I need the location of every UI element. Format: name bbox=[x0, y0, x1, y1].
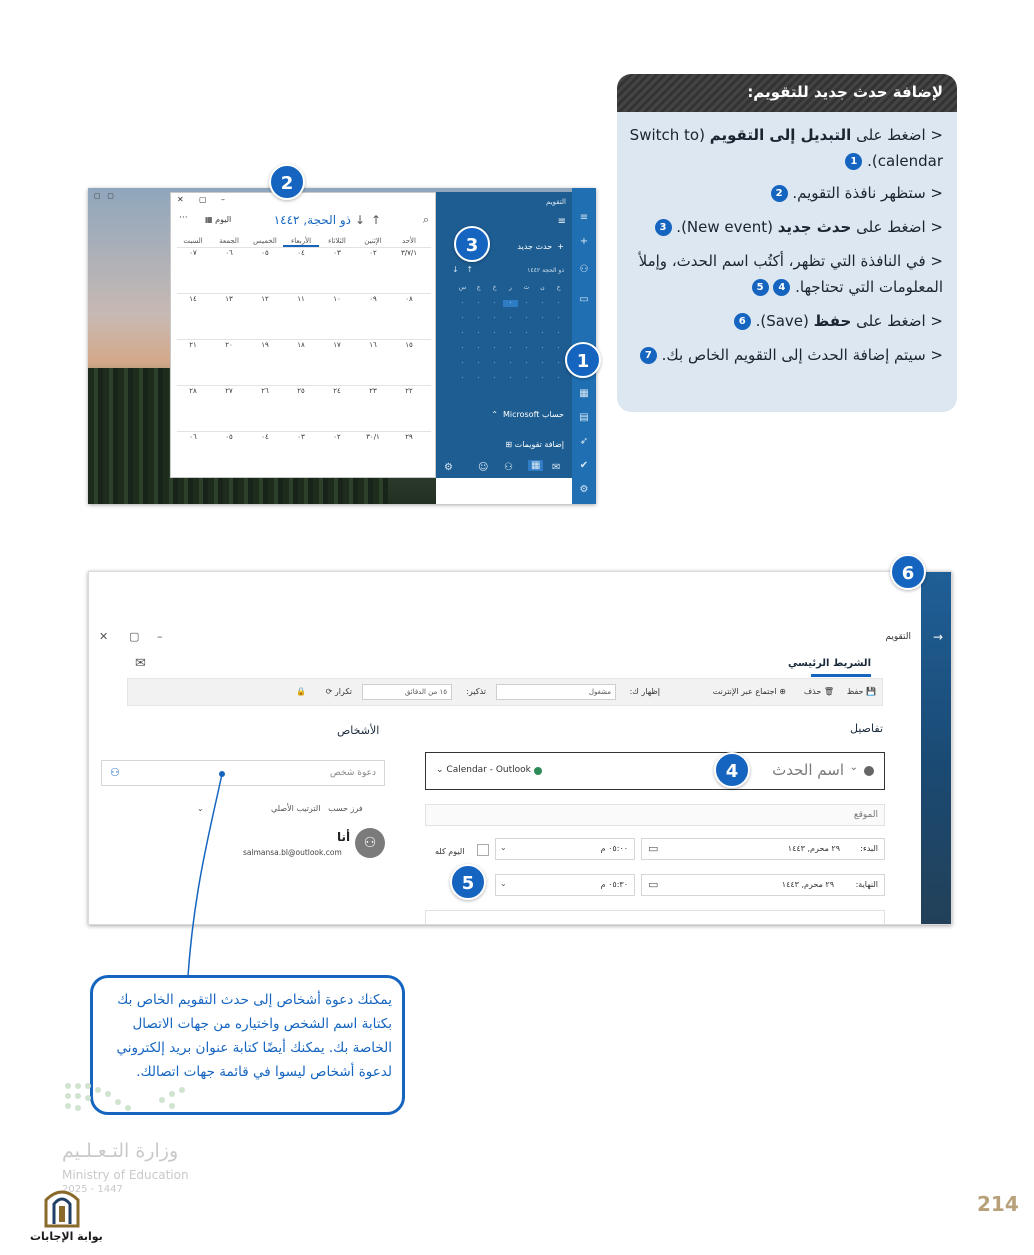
search-icon[interactable]: ⌕ bbox=[422, 213, 429, 226]
chevron-down-icon[interactable]: ⌄ bbox=[500, 843, 507, 852]
callout-2: 2 bbox=[269, 164, 305, 200]
mini-day-cell[interactable]: · bbox=[461, 330, 464, 337]
day-cell[interactable]: ٠٣ bbox=[333, 249, 341, 257]
day-cell[interactable]: ٢٢ bbox=[405, 387, 413, 395]
day-cell[interactable]: ٢٣ bbox=[369, 387, 377, 395]
day-cell[interactable]: ٠٧ bbox=[189, 249, 197, 257]
day-cell[interactable]: ٠٥ bbox=[261, 249, 269, 257]
calendar-icon[interactable]: ▦ bbox=[528, 460, 543, 471]
avatar: ⚇ bbox=[355, 828, 385, 858]
start-time-value: ٠٥:٠٠ م bbox=[600, 844, 628, 853]
mini-day-cell[interactable]: · bbox=[477, 300, 480, 307]
month-title: ذو الحجة, ١٤٤٢ bbox=[273, 213, 351, 227]
invite-person-input[interactable] bbox=[101, 760, 385, 786]
app-sidebar bbox=[921, 572, 951, 925]
mini-day-cell[interactable]: · bbox=[509, 345, 512, 352]
mini-day-header: خ bbox=[492, 284, 497, 291]
invite-placeholder: دعوة شخص bbox=[330, 768, 376, 778]
grid-line bbox=[177, 293, 431, 294]
calendar-picker-icon[interactable]: ▭ bbox=[648, 878, 659, 891]
event-name-input[interactable]: اسم الحدث bbox=[772, 761, 844, 779]
event-name-row[interactable] bbox=[425, 752, 885, 790]
mini-day-cell[interactable]: · bbox=[525, 330, 528, 337]
day-cell[interactable]: ٢٠ bbox=[225, 341, 233, 349]
day-cell[interactable]: ٠٤ bbox=[297, 249, 305, 257]
new-event-button[interactable]: + حدث جديد bbox=[517, 242, 564, 251]
instruction-box bbox=[617, 74, 957, 412]
calendar-screenshot bbox=[88, 188, 596, 504]
grid-line bbox=[177, 339, 431, 340]
mini-day-cell[interactable]: · bbox=[557, 300, 560, 307]
day-cell[interactable]: ٢٧ bbox=[225, 387, 233, 395]
account-item[interactable]: ⌃ Microsoft حساب bbox=[491, 410, 564, 419]
mini-day-cell[interactable]: · bbox=[493, 330, 496, 337]
all-day-label: اليوم كله bbox=[435, 847, 465, 856]
day-header: الثلاثاء bbox=[328, 237, 346, 245]
day-header: الأحد bbox=[402, 237, 416, 245]
app-title: التقويم bbox=[546, 198, 566, 206]
online-meeting-button[interactable]: ⊕ اجتماع عبر الإنترنت bbox=[712, 687, 786, 696]
mini-day-cell[interactable]: · bbox=[493, 315, 496, 322]
mini-day-cell[interactable]: · bbox=[509, 315, 512, 322]
callout-5: 5 bbox=[450, 864, 486, 900]
show-as-label: إظهار ك: bbox=[629, 687, 660, 696]
strip-menu-icon[interactable]: ≡ bbox=[579, 212, 589, 223]
save-button[interactable]: 💾 حفظ bbox=[846, 687, 876, 696]
start-label: البدء: bbox=[860, 844, 878, 853]
mini-day-header: ج bbox=[476, 284, 481, 291]
step-1: < اضغط على التبديل إلى التقويم (Switch to calendar). 1 bbox=[629, 126, 943, 170]
all-day-checkbox[interactable] bbox=[477, 844, 489, 856]
mini-day-cell[interactable]: · bbox=[541, 375, 544, 382]
step-4: < في النافذة التي تظهر، أكتُب اسم الحدث، وإملأ المعلومات التي تحتاجها. 4 5 bbox=[638, 252, 943, 296]
event-color-dot[interactable] bbox=[864, 766, 874, 776]
close-icon[interactable]: ✕ bbox=[99, 630, 109, 643]
settings-icon[interactable]: ⚙ bbox=[444, 462, 453, 473]
day-cell[interactable]: ٢٤ bbox=[333, 387, 341, 395]
add-calendars-button[interactable]: إضافة تقويمات ⊞ bbox=[505, 440, 564, 449]
mini-day-cell[interactable]: · bbox=[557, 315, 560, 322]
location-input[interactable] bbox=[425, 804, 885, 826]
grid-line bbox=[177, 247, 431, 248]
day-cell[interactable]: ٠٦ bbox=[189, 433, 197, 441]
people-heading: الأشخاص bbox=[337, 724, 380, 737]
chevron-down-icon[interactable]: ⌄ bbox=[500, 879, 507, 888]
day-cell[interactable]: ٢٦ bbox=[261, 387, 269, 395]
person-icon: ⚇ bbox=[110, 766, 120, 779]
calendar-select[interactable]: ⌄ Calendar - Outlook bbox=[436, 765, 531, 775]
delete-button[interactable]: 🗑 حذف bbox=[803, 687, 834, 696]
mini-day-header: ر bbox=[509, 284, 512, 291]
day-cell[interactable]: ٢٥ bbox=[297, 387, 305, 395]
day-cell[interactable]: ١٨ bbox=[297, 341, 305, 349]
person-email: salmansa.bl@outlook.com bbox=[243, 848, 342, 857]
day-cell[interactable]: ١٥ bbox=[405, 341, 413, 349]
end-time-value: ٠٥:٣٠ م bbox=[600, 880, 628, 889]
connector-line bbox=[180, 770, 230, 980]
day-cell[interactable]: ١٧ bbox=[333, 341, 341, 349]
grid-line bbox=[177, 431, 431, 432]
day-cell[interactable]: ٠٣ bbox=[297, 433, 305, 441]
close-icon[interactable]: ✕ bbox=[177, 195, 184, 204]
mini-day-cell[interactable]: · bbox=[477, 375, 480, 382]
start-time-field[interactable] bbox=[495, 838, 635, 860]
calendar-window bbox=[170, 192, 436, 478]
arrow-down-icon[interactable]: ↓ bbox=[355, 213, 366, 227]
page-number: 214 bbox=[977, 1192, 1019, 1216]
repeat-button[interactable]: تكرار ⟳ bbox=[325, 687, 352, 696]
day-cell[interactable]: ٠٦ bbox=[225, 249, 233, 257]
mini-day-cell[interactable]: · bbox=[509, 360, 512, 367]
day-header: السبت bbox=[183, 237, 203, 245]
mini-day-cell[interactable]: · bbox=[477, 345, 480, 352]
strip-check-icon[interactable]: ✔ bbox=[579, 460, 589, 471]
strip-send-icon[interactable]: ➶ bbox=[579, 436, 589, 447]
callout-4: 4 bbox=[714, 752, 750, 788]
mini-day-cell[interactable]: · bbox=[509, 330, 512, 337]
mini-day-cell[interactable]: · bbox=[503, 300, 518, 307]
callout-6: 6 bbox=[890, 554, 926, 590]
day-cell[interactable]: ٠٥ bbox=[225, 433, 233, 441]
mini-day-header: ح bbox=[556, 284, 561, 291]
mini-day-cell[interactable]: · bbox=[525, 315, 528, 322]
mini-day-cell[interactable]: · bbox=[525, 345, 528, 352]
brand-name: بوابة الإجابات bbox=[30, 1230, 103, 1243]
day-cell[interactable]: ١٩ bbox=[261, 341, 269, 349]
sort-by-select[interactable]: فرز حسب الترتيب الأصلي bbox=[271, 804, 363, 813]
mini-day-cell[interactable]: · bbox=[525, 360, 528, 367]
step-2: < ستظهر نافذة التقويم. 2 bbox=[625, 180, 943, 206]
day-cell[interactable]: ١١ bbox=[297, 295, 305, 303]
lock-icon[interactable]: 🔒 bbox=[296, 687, 306, 696]
mini-day-header: ن bbox=[540, 284, 545, 291]
today-highlight bbox=[283, 245, 319, 247]
mini-day-cell[interactable]: · bbox=[461, 360, 464, 367]
mini-day-cell[interactable]: · bbox=[557, 330, 560, 337]
day-header: الجمعة bbox=[219, 237, 239, 245]
tab-underline bbox=[811, 674, 871, 677]
mini-day-cell[interactable]: · bbox=[541, 330, 544, 337]
mini-day-cell[interactable]: · bbox=[541, 360, 544, 367]
step-6: < سيتم إضافة الحدث إلى التقويم الخاص بك. 7 bbox=[625, 342, 943, 368]
mini-day-cell[interactable]: · bbox=[461, 345, 464, 352]
show-as-select[interactable]: مشغول bbox=[496, 684, 616, 700]
today-button[interactable]: ▦ اليوم bbox=[205, 215, 232, 224]
mini-day-cell[interactable]: · bbox=[477, 315, 480, 322]
start-date-field[interactable] bbox=[641, 838, 885, 860]
day-cell[interactable]: ٢٩ bbox=[405, 433, 413, 441]
panel-footer-strip bbox=[436, 478, 572, 504]
day-cell[interactable]: ١٠ bbox=[333, 295, 341, 303]
mail-icon[interactable]: ✉ bbox=[135, 656, 146, 671]
app-title: التقويم bbox=[885, 632, 911, 642]
day-cell[interactable]: ٠٨ bbox=[405, 295, 413, 303]
grid-line bbox=[177, 385, 431, 386]
day-cell[interactable]: ٠٢ bbox=[369, 249, 377, 257]
minimize-icon[interactable]: – bbox=[221, 195, 225, 204]
event-description-textarea[interactable] bbox=[425, 910, 885, 925]
details-heading: تفاصيل bbox=[850, 722, 883, 735]
wallpaper-window-controls: ▢ ▢ bbox=[94, 192, 114, 200]
mini-day-header: س bbox=[458, 284, 467, 291]
mini-day-cell[interactable]: · bbox=[541, 315, 544, 322]
tab-home-ribbon[interactable]: الشريط الرئيسي bbox=[787, 658, 871, 669]
mini-day-cell[interactable]: · bbox=[461, 300, 464, 307]
mini-day-cell[interactable]: · bbox=[509, 375, 512, 382]
strip-add-icon[interactable]: + bbox=[579, 236, 589, 247]
day-cell[interactable]: ٠٤ bbox=[261, 433, 269, 441]
mail-icon[interactable]: ✉ bbox=[552, 462, 561, 473]
calendar-color-dot bbox=[534, 767, 542, 775]
day-cell[interactable]: ٠٢ bbox=[333, 433, 341, 441]
mini-day-cell[interactable]: · bbox=[493, 345, 496, 352]
mini-month-title: ذو الحجة ١٤٤٢ bbox=[527, 267, 564, 274]
chevron-down-icon[interactable]: ⌄ bbox=[849, 762, 858, 773]
step-5: < اضغط على حفظ (Save). 6 bbox=[625, 308, 943, 334]
mini-day-cell[interactable]: · bbox=[557, 375, 560, 382]
location-placeholder: الموقع bbox=[853, 810, 878, 820]
strip-calendar-icon[interactable]: ▭ bbox=[579, 294, 589, 305]
day-cell[interactable]: ٣٠/١ bbox=[366, 433, 380, 441]
chevron-down-icon[interactable]: ⌄ bbox=[197, 804, 204, 813]
end-date-value: ٢٩ محرم, ١٤٤٣ bbox=[781, 880, 834, 889]
mini-day-cell[interactable]: · bbox=[493, 360, 496, 367]
back-arrow-icon[interactable]: → bbox=[932, 630, 943, 644]
ministry-name-arabic: وزارة التـعـلـيم bbox=[62, 1140, 179, 1162]
day-cell[interactable]: ٢٨ bbox=[189, 387, 197, 395]
mini-day-cell[interactable]: · bbox=[557, 360, 560, 367]
day-cell[interactable]: ٠٩ bbox=[369, 295, 377, 303]
mini-day-cell[interactable]: · bbox=[493, 375, 496, 382]
more-options-icon[interactable]: ··· bbox=[179, 213, 188, 223]
strip-person-icon[interactable]: ⚇ bbox=[579, 264, 589, 275]
ministry-year: 2025 - 1447 bbox=[62, 1184, 123, 1195]
callout-3: 3 bbox=[454, 226, 490, 262]
instruction-title: لإضافة حدث جديد للتقويم: bbox=[747, 83, 943, 101]
strip-notes-icon[interactable]: ▤ bbox=[579, 412, 589, 423]
ribbon-toolbar bbox=[127, 678, 883, 706]
day-header: الخميس bbox=[253, 237, 277, 245]
mini-day-header: ث bbox=[523, 284, 530, 291]
end-date-field[interactable] bbox=[641, 874, 885, 896]
step-3: < اضغط على حدث جديد (New event). 3 bbox=[625, 214, 943, 240]
person-name: أنا bbox=[337, 830, 351, 844]
feedback-icon[interactable]: ☺ bbox=[478, 462, 489, 473]
mini-day-cell[interactable]: · bbox=[477, 360, 480, 367]
mini-arrows[interactable]: ↓ ↑ bbox=[452, 265, 474, 274]
reminder-label: تذكير: bbox=[466, 687, 486, 696]
mini-day-cell[interactable]: · bbox=[525, 300, 528, 307]
mini-day-cell[interactable]: · bbox=[541, 345, 544, 352]
restore-icon[interactable]: ▢ bbox=[199, 195, 207, 204]
mini-day-cell[interactable]: · bbox=[557, 345, 560, 352]
callout-1: 1 bbox=[565, 342, 601, 378]
mini-day-cell[interactable]: · bbox=[461, 375, 464, 382]
day-header: الإثنين bbox=[364, 237, 382, 245]
day-cell[interactable]: ١٦ bbox=[369, 341, 377, 349]
switch-to-calendar-icon[interactable]: ▦ bbox=[579, 388, 589, 399]
ministry-name-english: Ministry of Education bbox=[62, 1168, 189, 1182]
end-time-field[interactable] bbox=[495, 874, 635, 896]
day-cell[interactable]: ٢١ bbox=[189, 341, 197, 349]
mini-day-cell[interactable]: · bbox=[461, 315, 464, 322]
end-label: النهاية: bbox=[855, 880, 878, 889]
restore-icon[interactable]: ▢ bbox=[129, 630, 140, 643]
ministry-logo-dots bbox=[62, 1080, 202, 1120]
day-cell[interactable]: ٣/٧/١ bbox=[401, 249, 417, 257]
mini-day-cell[interactable]: · bbox=[525, 375, 528, 382]
mini-day-cell[interactable]: · bbox=[541, 300, 544, 307]
mini-day-cell[interactable]: · bbox=[477, 330, 480, 337]
day-cell[interactable]: ١٣ bbox=[225, 295, 233, 303]
arrow-up-icon[interactable]: ↑ bbox=[371, 213, 382, 227]
day-cell[interactable]: ١٤ bbox=[189, 295, 197, 303]
mini-day-cell[interactable]: · bbox=[493, 300, 496, 307]
calendar-picker-icon[interactable]: ▭ bbox=[648, 842, 659, 855]
reminder-select[interactable]: ١٥ من الدقائق bbox=[362, 684, 452, 700]
people-icon[interactable]: ⚇ bbox=[504, 462, 513, 473]
strip-settings-icon[interactable]: ⚙ bbox=[579, 484, 589, 495]
day-header: الأربعاء bbox=[290, 237, 312, 245]
menu-icon[interactable]: ≡ bbox=[557, 216, 566, 227]
start-date-value: ٢٩ محرم, ١٤٤٣ bbox=[787, 844, 840, 853]
minimize-icon[interactable]: – bbox=[157, 630, 163, 643]
note-text: يمكنك دعوة أشخاص إلى حدث التقويم الخاص بك بكتابة اسم الشخص واختياره من جهات الاتصال الخاصة بك. يمكنك أيضًا كتابة عنوان بريد إلكتروني لدعوة أشخاص ليسوا في قائمة جهات اتصالك. bbox=[116, 992, 392, 1080]
day-cell[interactable]: ١٢ bbox=[261, 295, 269, 303]
brand-logo-icon bbox=[40, 1186, 84, 1230]
